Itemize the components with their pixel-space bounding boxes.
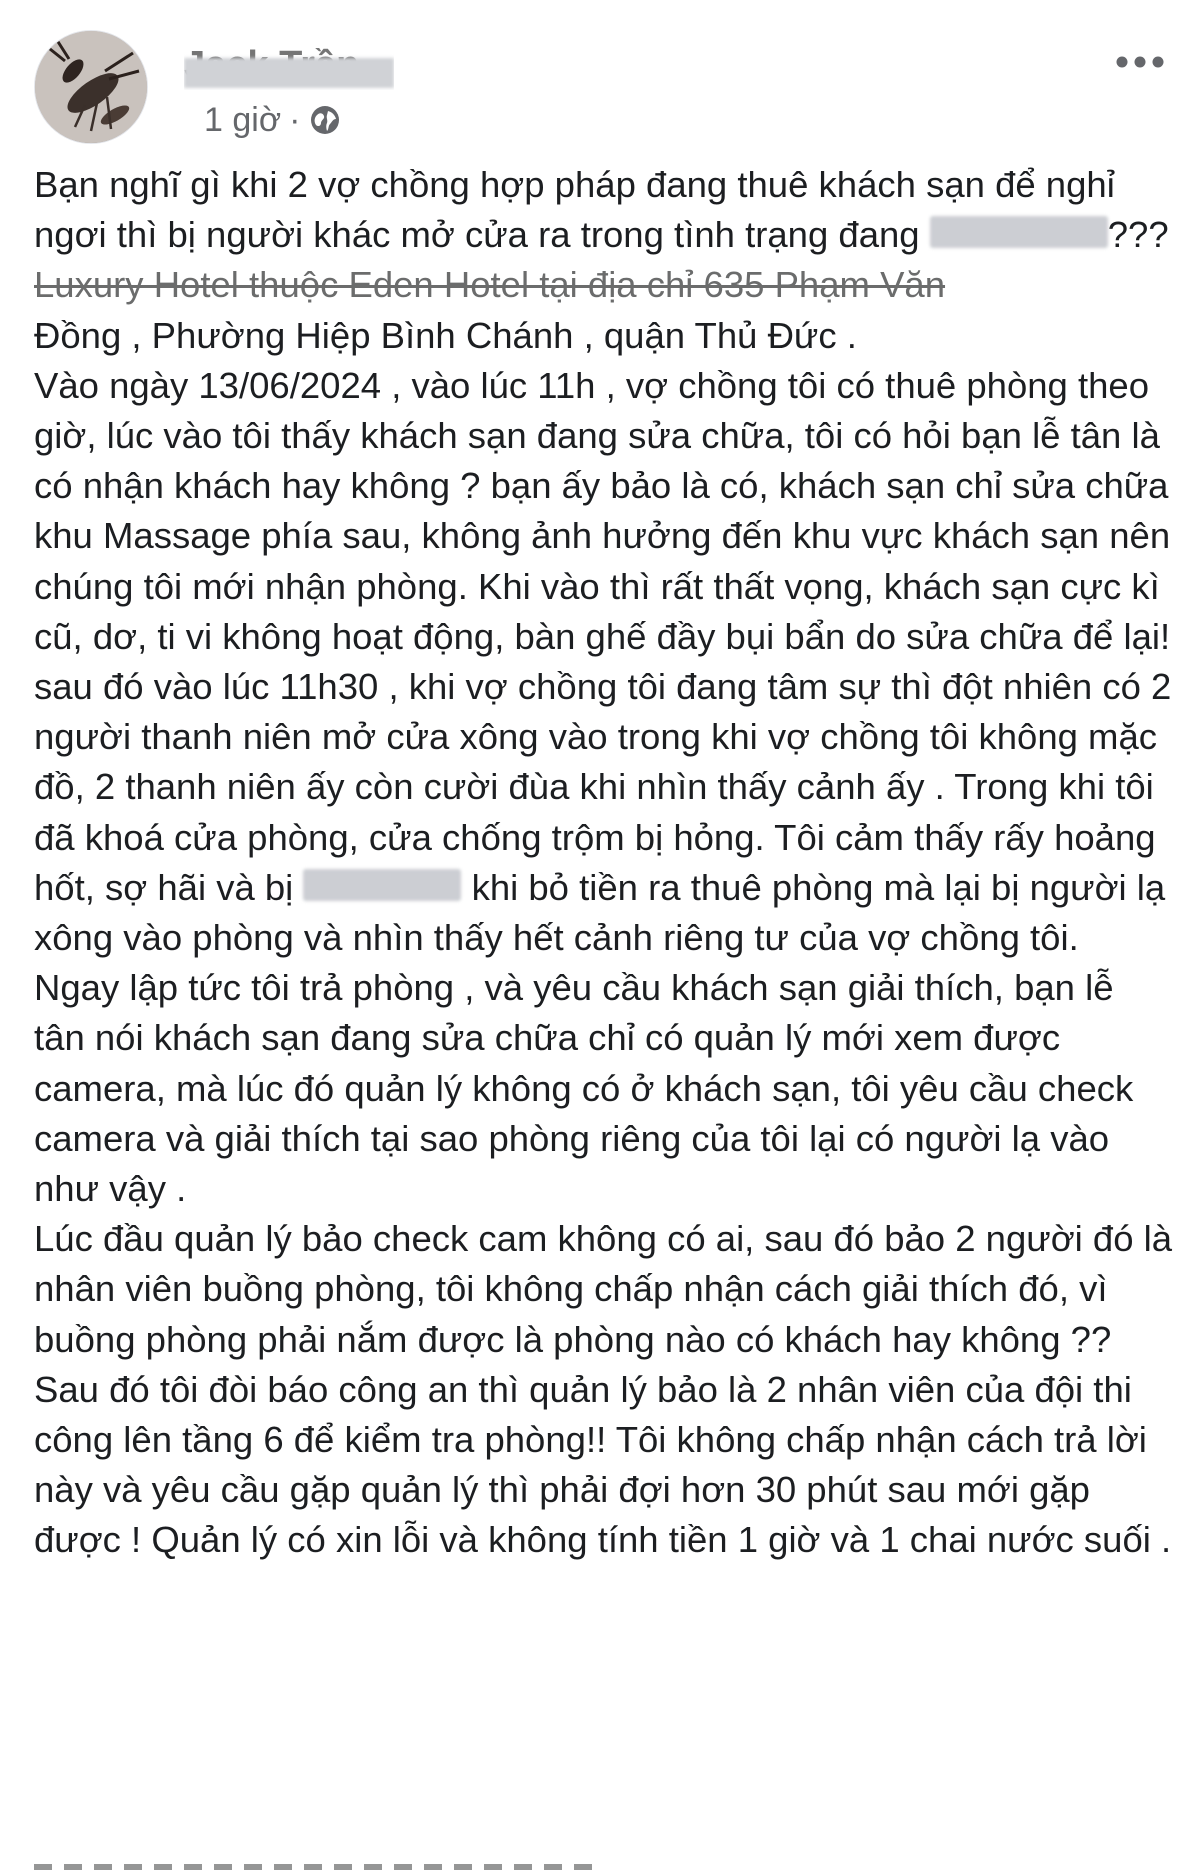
address-rest: Đồng , Phường Hiệp Bình Chánh , quận Thủ Đức . <box>34 314 857 356</box>
post-timestamp[interactable]: 1 giờ <box>204 100 282 139</box>
meta-separator: · <box>289 100 301 139</box>
author-avatar[interactable] <box>34 30 148 144</box>
author-name-redaction <box>184 58 394 88</box>
cutoff-line-fragment <box>34 1864 594 1870</box>
paragraph-manager: Lúc đầu quản lý bảo check cam không có ai, sau đó bảo 2 người đó là nhân viên buồng phòng, tôi không chấp nhận cách giải thích đó, vì buồng phòng phải nắm được là phòng nào có khách hay không ?? Sau đó tôi đòi báo công an thì quản lý bảo là 2 nhân viên của đội thi công lên tầng 6 để kiểm tra phòng!! Tôi không chấp nhận cách trả lời này và yêu cầu gặp quản lý thì phải đợi hơn 30 phút sau mới gặp được ! Quản lý có xin lỗi và không tính tiền 1 giờ và 1 chai nước suối . <box>34 1218 1173 1561</box>
paragraph-story <box>34 361 1174 963</box>
post-body <box>34 160 1174 1566</box>
post-meta <box>204 98 342 142</box>
paragraph-intro <box>34 160 1174 260</box>
struck-hotel-line: Luxury Hotel thuộc Eden Hotel tại địa chỉ 635 Phạm Văn <box>34 264 946 306</box>
paragraph-address <box>34 260 1174 360</box>
paragraph-checkout: Ngay lập tức tôi trả phòng , và yêu cầu khách sạn giải thích, bạn lễ tân nói khách sạn đang sửa chữa chỉ có quản lý mới xem được camera, mà lúc đó quản lý không có ở khách sạn, tôi yêu cầu check camera và giải thích tại sao phòng riêng của tôi lại có người lạ vào như vậy . <box>34 967 1134 1210</box>
story-text: Vào ngày 13/06/2024 , vào lúc 11h , vợ chồng tôi có thuê phòng theo giờ, lúc vào tôi thấy khách sạn đang sửa chữa, tôi có hỏi bạn lễ tân là có nhận khách hay không ? bạn ấy bảo là có, khách sạn chỉ sửa chữa khu Massage phía sau, không ảnh hưởng đến khu vực khách sạn nên chúng tôi mới nhận phòng. Khi vào thì rất thất vọng, khách sạn cực kì cũ, dơ, ti vi không hoạt động, bàn ghế đầy bụi bẩn do sửa chữa để lại! sau đó vào lúc 11h30 , khi vợ chồng tôi đang tâm sự thì đột nhiên có 2 người thanh niên mở cửa xông vào trong khi vợ chồng tôi không mặc đồ, 2 thanh niên ấy còn cười đùa khi nhìn thấy cảnh ấy . Trong khi tôi đã khoá cửa phòng, cửa chống trộm bị hỏng. Tôi cảm thấy rấy hoảng hốt, sợ hãi và bị <box>34 364 1172 908</box>
post-header <box>34 30 1174 140</box>
intro-text: Bạn nghĩ gì khi 2 vợ chồng hợp pháp đang thuê khách sạn để nghỉ ngơi thì bị người khác mở cửa ra trong tình trạng đang <box>34 164 1115 256</box>
more-options-button[interactable] <box>1112 42 1168 82</box>
intro-end: ??? <box>1107 214 1169 256</box>
cutoff-next-line <box>34 1852 1174 1872</box>
redacted-word-2 <box>303 869 461 901</box>
more-horizontal-icon <box>1115 55 1165 69</box>
redacted-word <box>930 216 1108 248</box>
story-end: khi bỏ tiền ra thuê phòng mà lại bị người lạ xông vào phòng và nhìn thấy hết cảnh riêng tư của vợ chồng tôi. <box>34 866 1166 959</box>
globe-icon[interactable] <box>308 103 342 137</box>
author-name[interactable] <box>184 40 394 90</box>
crayfish-avatar-image <box>35 31 147 143</box>
